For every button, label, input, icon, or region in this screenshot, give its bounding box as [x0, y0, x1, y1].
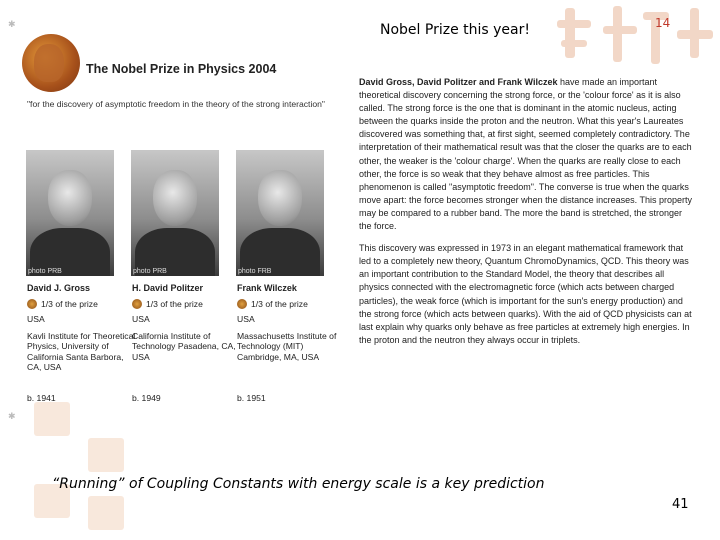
decorative-stamp: [34, 402, 70, 436]
laureate-born: b. 1951: [237, 392, 266, 403]
laureate-country: USA: [27, 314, 45, 324]
prize-share: 1/3 of the prize: [251, 298, 308, 309]
photo-credit: photo PRB: [133, 268, 167, 275]
laureate-name: David J. Gross: [27, 283, 91, 293]
decorative-calligraphy: [555, 0, 720, 70]
press-release-text: [359, 76, 695, 356]
laureate-born: b. 1949: [132, 392, 161, 403]
laureate-politzer: [132, 283, 242, 403]
laureate-institution: Kavli Institute for Theoretical Physics, University of California Santa Barbora, CA, USA: [27, 330, 136, 372]
prize-heading: The Nobel Prize in Physics 2004: [86, 62, 277, 76]
decorative-mark: ✱: [8, 20, 16, 30]
laureate-name: Frank Wilczek: [237, 283, 297, 293]
slide-title: Nobel Prize this year!: [380, 22, 530, 38]
nobel-medal-icon: [22, 34, 80, 92]
medal-icon: [132, 299, 142, 309]
laureate-institution: Massachusetts Institute of Technology (MIT) Cambridge, MA, USA: [237, 330, 337, 362]
prize-citation: "for the discovery of asymptotic freedom in the theory of the strong interaction": [27, 99, 325, 109]
laureate-institution: California Institute of Technology Pasadena, CA, USA: [132, 330, 236, 362]
article-paragraph-2: This discovery was expressed in 1973 in an elegant mathematical framework that led to a completely new theory, Quantum ChromoDynamics, QCD. This theory was an important contribution to the Standard Model, the theory that describes all physics connected with the electromagnetic force (which acts between charged particles), the weak force (which is important for the sun's energy production) and the strong force (which acts between quarks). With the aid of QCD physicists can at last explain why quarks only behave as free particles at extremely high energies. In the proton and the neutron they always occur in triplets.: [359, 243, 692, 345]
decorative-mark: ✱: [8, 412, 16, 422]
slide-caption: “Running” of Coupling Constants with energy scale is a key prediction: [52, 476, 545, 492]
laureate-names: David Gross, David Politzer and Frank Wilczek: [359, 77, 558, 87]
corner-number: 14: [655, 16, 671, 30]
laureate-wilczek: [237, 283, 347, 403]
laureate-gross: [27, 283, 137, 403]
laureate-born: b. 1941: [27, 392, 56, 403]
paragraph-text: have made an important theoretical discovery concerning the strong force, or the 'colour force' as it is also called. The strong force is the one that is dominant in the atomic nucleus, acting between the quarks inside the proton and the neutron. What this year's Laureates discovered was something that, at first sight, seemed completely contradictory. The interpretation of their mathematical result was that the closer the quarks are to each other, the weaker is the 'colour charge'. When the quarks are really close to each other, the force is so weak that they behave almost as free particles. This phenomenon is called "asymptotic freedom". The converse is true when the quarks move apart: the force becomes stronger when the distance increases. This property may be compared to a rubber band. The more the band is stretched, the stronger the force.: [359, 77, 693, 232]
prize-share: 1/3 of the prize: [146, 298, 203, 309]
page-number: 41: [672, 497, 689, 512]
laureate-photo-wilczek: [236, 150, 324, 276]
laureate-name: H. David Politzer: [132, 283, 204, 293]
laureate-country: USA: [132, 314, 150, 324]
laureate-country: USA: [237, 314, 255, 324]
article-paragraph-1: [359, 76, 695, 233]
laureate-photo-gross: [26, 150, 114, 276]
prize-share: 1/3 of the prize: [41, 298, 98, 309]
photo-credit: photo PRB: [28, 268, 62, 275]
photo-credit: photo FRB: [238, 268, 272, 275]
medal-icon: [237, 299, 247, 309]
decorative-stamp: [88, 496, 124, 530]
decorative-stamp: [88, 438, 124, 472]
laureate-photo-politzer: [131, 150, 219, 276]
medal-icon: [27, 299, 37, 309]
